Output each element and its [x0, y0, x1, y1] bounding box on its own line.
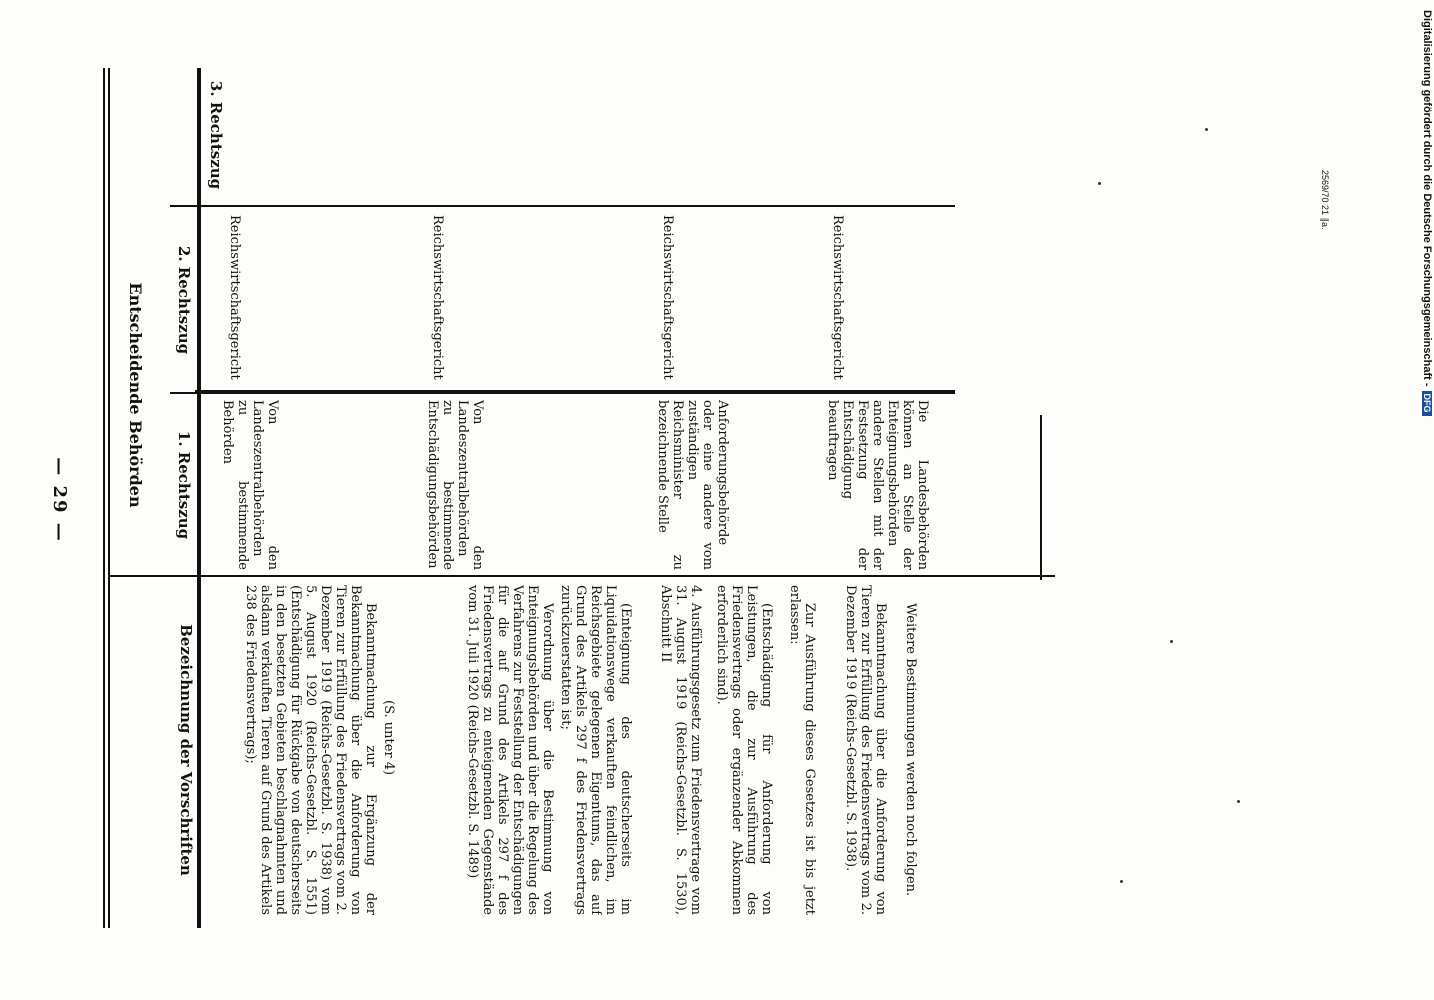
dfg-credit — [1420, 10, 1434, 990]
row2-vorschrift-p1: Verordnung über die Bestimmung von Enteignungsbehörden und über die Regelung des Verfahrens zur Feststellung der Entschädigungen für die auf Grund des Artikels 297 f des Friedensvertrags zu enteignenden Gegenstände vom 31. Juli 1920 (Reichs-Gesetzbl. S. 1489) — [465, 585, 555, 915]
row3-rechtszug-1b: Die Landesbehörden können an Stelle der Enteignungsbehörden andere Stellen mit der Festsetzung der Entschädigung beauftragen — [825, 400, 930, 570]
header-rechtszug-3: 3. Rechtszug — [207, 80, 225, 190]
row2-vorschrift-p2: (Enteignung des deutscherseits im Liquidationswege verkauften feindlichen, im Reichsgebiete gelegenen Eigentums, das auf Grund des Artikels 297 f des Friedensvertrags zurückzuerstatten ist; — [558, 585, 633, 915]
header-bottom-rule — [197, 68, 199, 928]
row1-vorschrift-p2: (S. unter 4) — [381, 700, 396, 776]
speck — [1120, 880, 1123, 883]
row2-rechtszug-2: Reichswirtschaftsgericht — [430, 215, 445, 380]
speck — [1170, 640, 1173, 643]
row2-rechtszug-1: Von den Landeszentralbehörden zu bestimmende Entschädigungsbehörden — [425, 400, 485, 570]
row3-vorschrift-p2: (Entschädigung für Anforderung von Leistungen, die zur Ausführung des Friedensvertrags oder ergänzender Abkommen erforderlich sind). — [714, 585, 774, 915]
row3-vorschrift-p3: Zur Ausführung dieses Gesetzes ist bis jetzt erlassen: — [787, 585, 817, 915]
col-rule-c — [170, 205, 955, 207]
header-rule — [199, 68, 201, 928]
row3-rechtszug-2a: Reichswirtschaftsgericht — [660, 215, 675, 380]
row3-vorschrift-p1: 4. Ausführungsgesetz zum Friedensvertrage vom 31. August 1919 (Reichs-Gesetzbl. S. 1530), Abschnitt II — [658, 585, 703, 915]
col-rule-a — [110, 575, 955, 577]
header-vorschriften: Bezeichnung der Vorschriften — [177, 624, 195, 876]
row3-rechtszug-1a: Anforderungsbehörde oder eine andere vom zuständigen Reichsminister zu bezeichnende Stelle — [655, 400, 730, 570]
print-code: 2569/70 21 ∥a. — [1320, 170, 1330, 230]
header-rechtszug-1: 1. Rechtszug — [175, 430, 193, 540]
row1-vorschrift-p1: Bekanntmachung zur Ergänzung der Bekanntmachung über die Anforderung von Tieren zur Erfüllung des Friedensvertrags vom 2. Dezember 1919 (Reichs-Gesetzbl. S. 1938) vom 5. August 1920 (Reichs-Gesetzbl. S. 1551) (Entschädigung für Rückgabe von deutscherseits in den besetzten Gebieten beschlagnahmten und alsdann verkauften Tieren auf Grund des Artikels 238 des Friedensvertrags); — [243, 585, 378, 915]
row3-vorschrift-p5: Weitere Bestimmungen werden noch folgen. — [903, 603, 918, 897]
row3-rechtszug-2b: Reichswirtschaftsgericht — [830, 215, 845, 380]
col-rule-b — [170, 392, 955, 394]
row3-vorschrift-p4: Bekanntmachung über die Anforderung von Tieren zur Erfüllung des Friedensvertrags vom 2. Dezember 1919 (Reichs-Gesetzbl. S. 1938). — [843, 585, 888, 915]
dfg-logo: DFG — [1422, 391, 1432, 416]
credit-text: Digitalisierung gefördert durch die Deutsche Forschungsgemeinschaft - — [1421, 10, 1433, 387]
header-behoerden: Entscheidende Behörden — [126, 282, 145, 508]
bleed-rule — [1040, 415, 1042, 580]
row1-rechtszug-1: Von den Landeszentralbehörden zu bestimmende Behörden — [220, 400, 280, 570]
speck — [1237, 800, 1240, 803]
header-rechtszug-2: 2. Rechtszug — [175, 245, 193, 355]
top-rule — [108, 68, 110, 928]
outer-left-rule — [103, 68, 105, 928]
speck — [1205, 128, 1208, 131]
row1-rechtszug-2: Reichswirtschaftsgericht — [227, 215, 242, 380]
speck — [1098, 182, 1101, 185]
page-number: — 29 — — [49, 457, 70, 543]
